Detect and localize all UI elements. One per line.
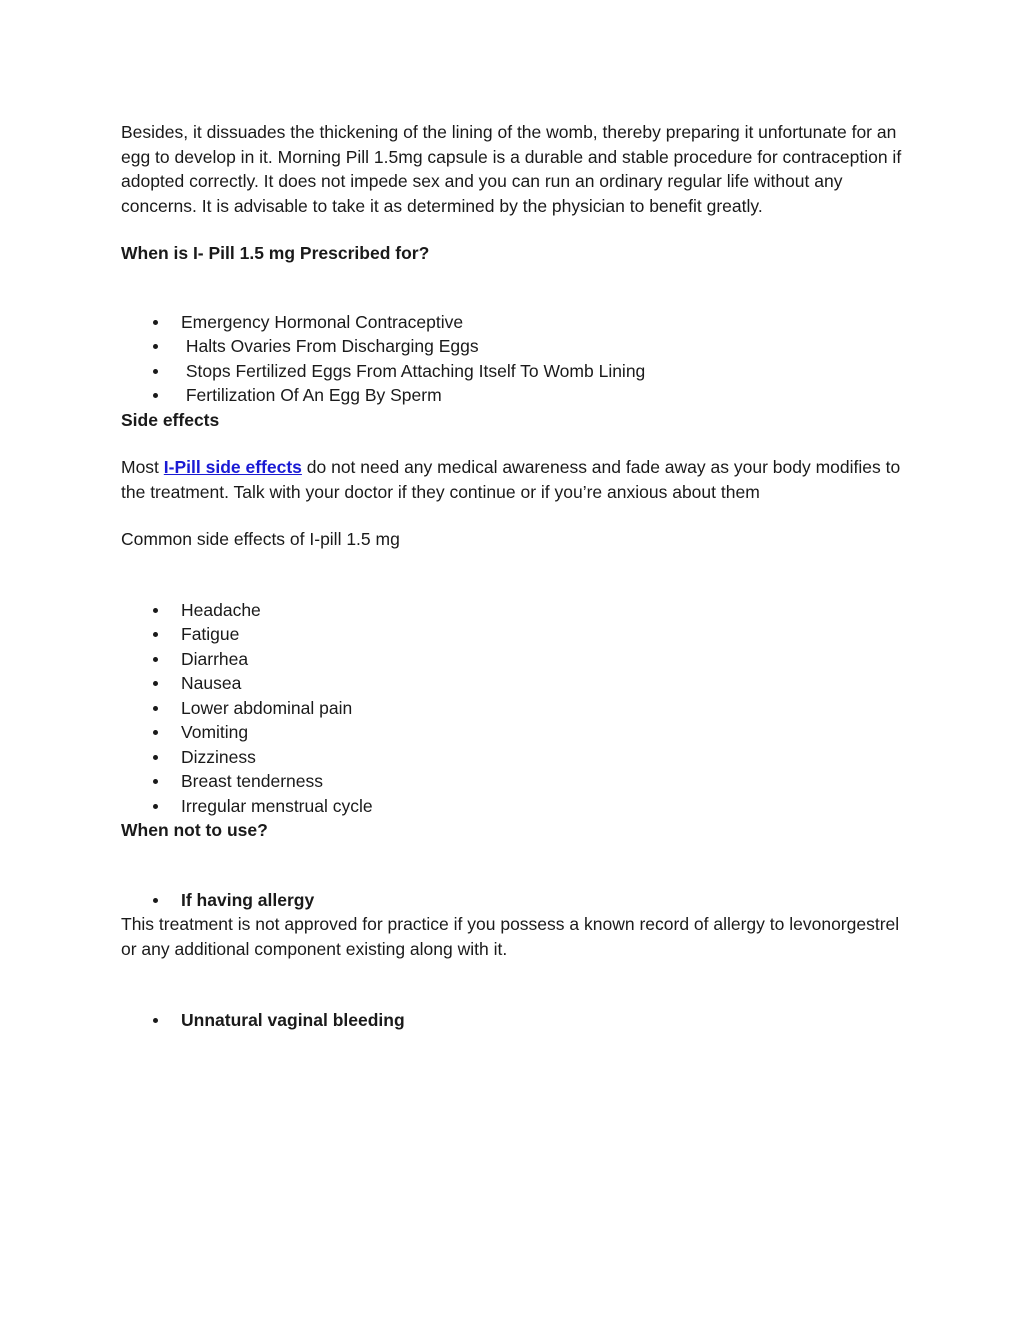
side-effects-link[interactable]: I-Pill side effects: [163, 457, 302, 477]
list-item: Breast tenderness: [121, 769, 911, 794]
allergy-list: [121, 888, 911, 913]
side-effects-suffix: do not need any medical awareness and fade away as your body modifies to the treatment. Talk with your doctor if they continue or if you’re anxious about them: [121, 457, 901, 502]
list-item: Irregular menstrual cycle: [121, 794, 911, 819]
side-effects-paragraph: [121, 455, 911, 504]
list-item: Headache: [121, 598, 911, 623]
list-item: Fertilization Of An Egg By Sperm: [121, 383, 911, 408]
allergy-paragraph: This treatment is not approved for practice if you possess a known record of allergy to levonorgestrel or any additional component existing along with it.: [121, 914, 900, 959]
list-item: Lower abdominal pain: [121, 696, 911, 721]
bleeding-list: [121, 1008, 911, 1033]
document-body: [121, 120, 911, 1033]
prescribed-list: [121, 310, 911, 408]
list-item: Diarrhea: [121, 647, 911, 672]
allergy-item: If having allergy: [121, 888, 911, 913]
intro-paragraph: Besides, it dissuades the thickening of the lining of the womb, thereby preparing it unfortunate for an egg to develop in it. Morning Pill 1.5mg capsule is a durable and stable procedure for contraception if adopted correctly. It does not impede sex and you can run an ordinary regular life without any concerns. It is advisable to take it as determined by the physician to benefit greatly.: [121, 122, 902, 216]
bleeding-item: Unnatural vaginal bleeding: [121, 1008, 911, 1033]
list-item: Nausea: [121, 671, 911, 696]
common-side-effects-list: [121, 598, 911, 819]
list-item: Halts Ovaries From Discharging Eggs: [121, 334, 911, 359]
not-use-heading: When not to use?: [121, 820, 268, 840]
list-item: Stops Fertilized Eggs From Attaching Itself To Womb Lining: [121, 359, 911, 384]
list-item: Emergency Hormonal Contraceptive: [121, 310, 911, 335]
list-item: Vomiting: [121, 720, 911, 745]
list-item: Dizziness: [121, 745, 911, 770]
side-effects-prefix: Most: [121, 457, 164, 477]
prescribed-heading: When is I- Pill 1.5 mg Prescribed for?: [121, 243, 430, 263]
common-intro: Common side effects of I-pill 1.5 mg: [121, 529, 400, 549]
list-item: Fatigue: [121, 622, 911, 647]
side-effects-heading: Side effects: [121, 409, 220, 430]
